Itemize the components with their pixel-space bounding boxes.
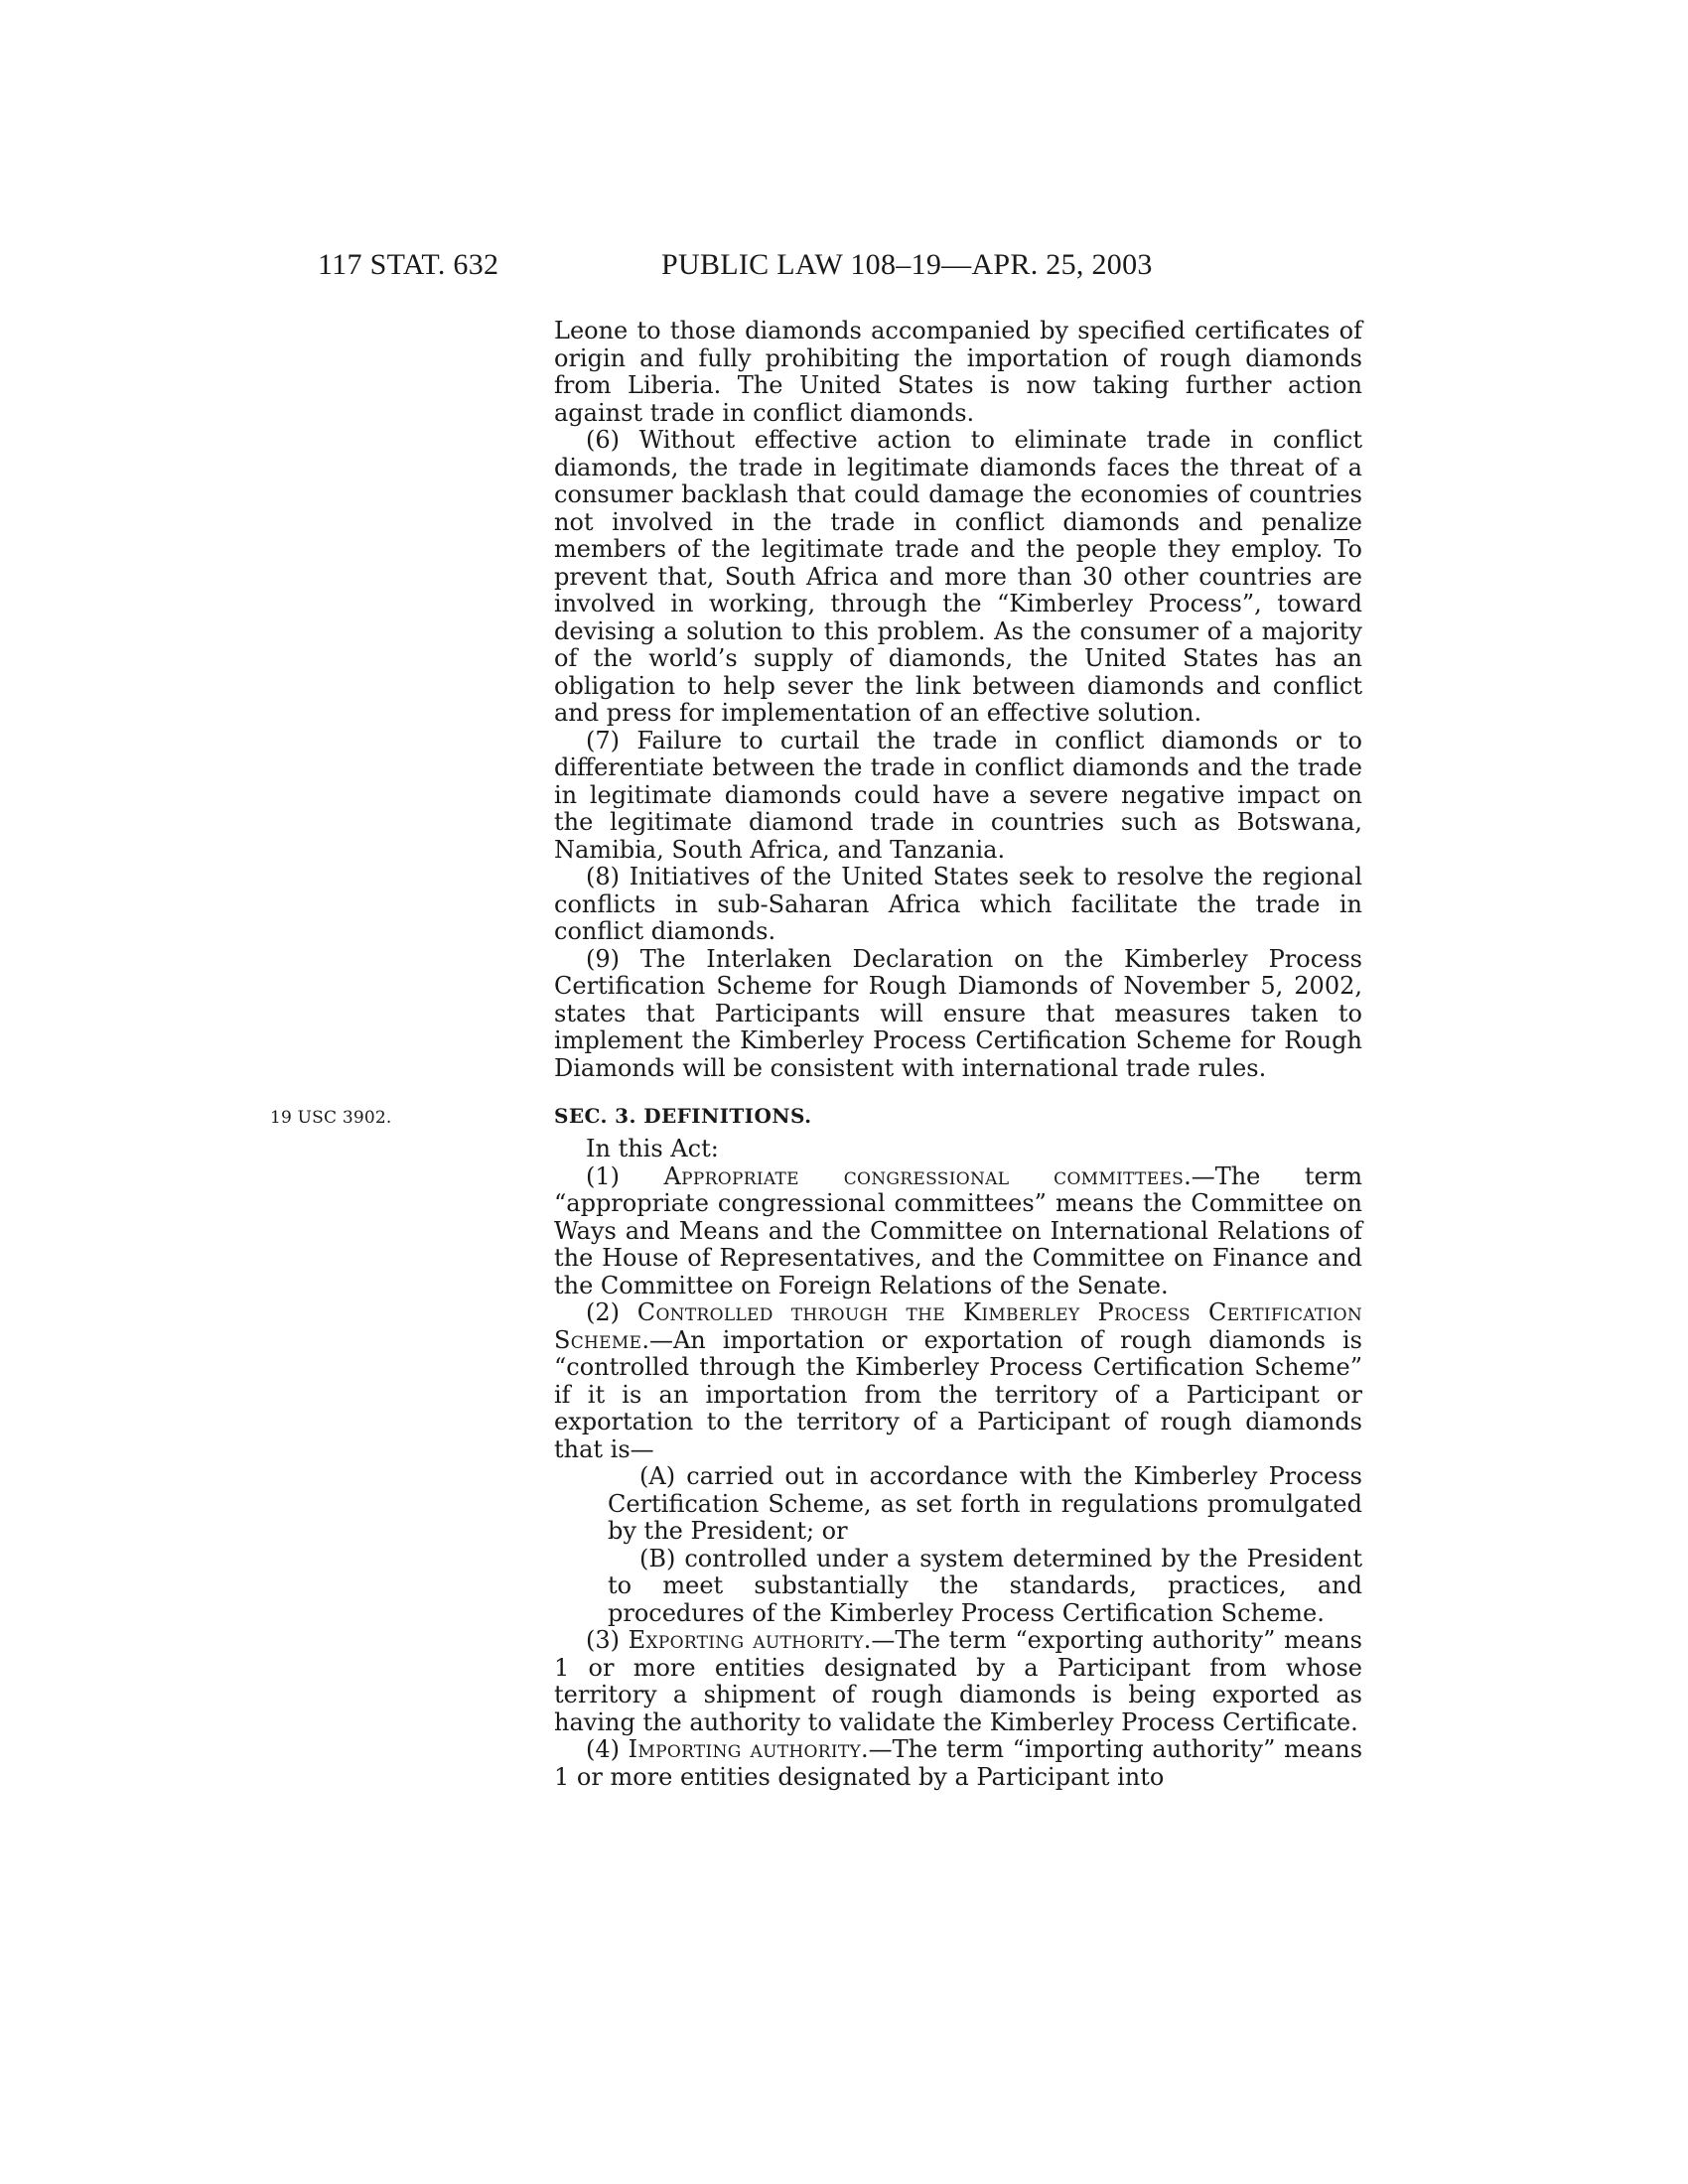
section-3-heading-row xyxy=(270,1102,1362,1130)
definition-4-text: .—The term “importing authority” means 1 or more entities designated by a Participant into xyxy=(554,1735,1363,1791)
running-head xyxy=(0,248,1688,288)
definition-1-term: Appropriate congressional committees xyxy=(663,1161,1185,1190)
public-law-title: PUBLIC LAW 108–19—APR. 25, 2003 xyxy=(661,248,1153,281)
definition-4-number: (4) xyxy=(586,1735,629,1763)
definition-1-number: (1) xyxy=(586,1161,664,1190)
definition-4 xyxy=(554,1736,1362,1791)
definition-2-term: Controlled through the Kimberley Process Certification Scheme xyxy=(554,1298,1362,1354)
definition-2-b: (B) controlled under a system determined by the President to meet substantially the standards, practices, and procedures of the Kimberley Process Certification Scheme. xyxy=(608,1544,1362,1627)
definition-1 xyxy=(554,1163,1362,1300)
paragraph-5-continued: Leone to those diamonds accompanied by specified certificates of origin and fully prohibiting the importation of rough diamonds from Liberia. The United States is now taking further action against trade in conflict diamonds. xyxy=(554,317,1362,427)
definition-1-text: .—The term “appropriate congressional committees” means the Committee on Ways and Means and the Committee on International Relations of the House of Representatives, and the Committee on Finance and the Committee on Foreign Relations of the Senate. xyxy=(554,1161,1362,1299)
definition-2-text: .—An importation or exportation of rough diamonds is “controlled through the Kimberley Process Certification Scheme” if it is an importation from the territory of a Participant or exportation to the territory of a Participant of rough diamonds that is— xyxy=(554,1325,1362,1463)
section-heading: SEC. 3. DEFINITIONS. xyxy=(554,1104,812,1128)
document-body xyxy=(270,317,1363,1791)
definition-2-number: (2) xyxy=(586,1298,637,1326)
definition-3-text: .—The term “exporting authority” means 1 or more entities designated by a Participant from whose territory a shipment of rough diamonds is being exported as having the authority to validate the Kimberley Process Certificate. xyxy=(554,1626,1362,1736)
paragraph-8: (8) Initiatives of the United States seek to resolve the regional conflicts in sub-Saharan Africa which facilitate the trade in conflict diamonds. xyxy=(554,863,1362,945)
definition-2-a: (A) carried out in accordance with the Kimberley Process Certification Scheme, as set forth in regulations promulgated by the President; or xyxy=(608,1462,1362,1545)
definition-4-term: Importing authority xyxy=(628,1735,862,1763)
definitions-intro: In this Act: xyxy=(586,1135,719,1162)
paragraph-7: (7) Failure to curtail the trade in conflict diamonds or to differentiate between the trade in conflict diamonds and the trade in legitimate diamonds could have a severe negative impact on the legitimate diamond trade in countries such as Botswana, Namibia, South Africa, and Tanzania. xyxy=(554,726,1362,864)
definition-3 xyxy=(554,1627,1362,1736)
statute-page-number: 117 STAT. 632 xyxy=(318,248,499,281)
paragraph-9: (9) The Interlaken Declaration on the Kimberley Process Certification Scheme for Rough Diamonds of November 5, 2002, states that Participants will ensure that measures taken to implement the Kimberley Process Certification Scheme for Rough Diamonds will be consistent with international trade rules. xyxy=(554,944,1362,1082)
definition-3-term: Exporting authority xyxy=(628,1626,864,1654)
usc-sidenote: 19 USC 3902. xyxy=(270,1108,392,1128)
definition-3-number: (3) xyxy=(586,1626,629,1654)
definition-2 xyxy=(554,1299,1362,1463)
paragraph-6: (6) Without effective action to eliminate trade in conflict diamonds, the trade in legitimate diamonds faces the threat of a consumer backlash that could damage the economies of countries not involved in the trade in conflict diamonds and penalize members of the legitimate trade and the people they employ. To prevent that, South Africa and more than 30 other countries are involved in working, through the “Kimberley Process”, toward devising a solution to this problem. As the consumer of a majority of the world’s supply of diamonds, the United States has an obligation to help sever the link between diamonds and conflict and press for implementation of an effective solution. xyxy=(554,426,1362,727)
